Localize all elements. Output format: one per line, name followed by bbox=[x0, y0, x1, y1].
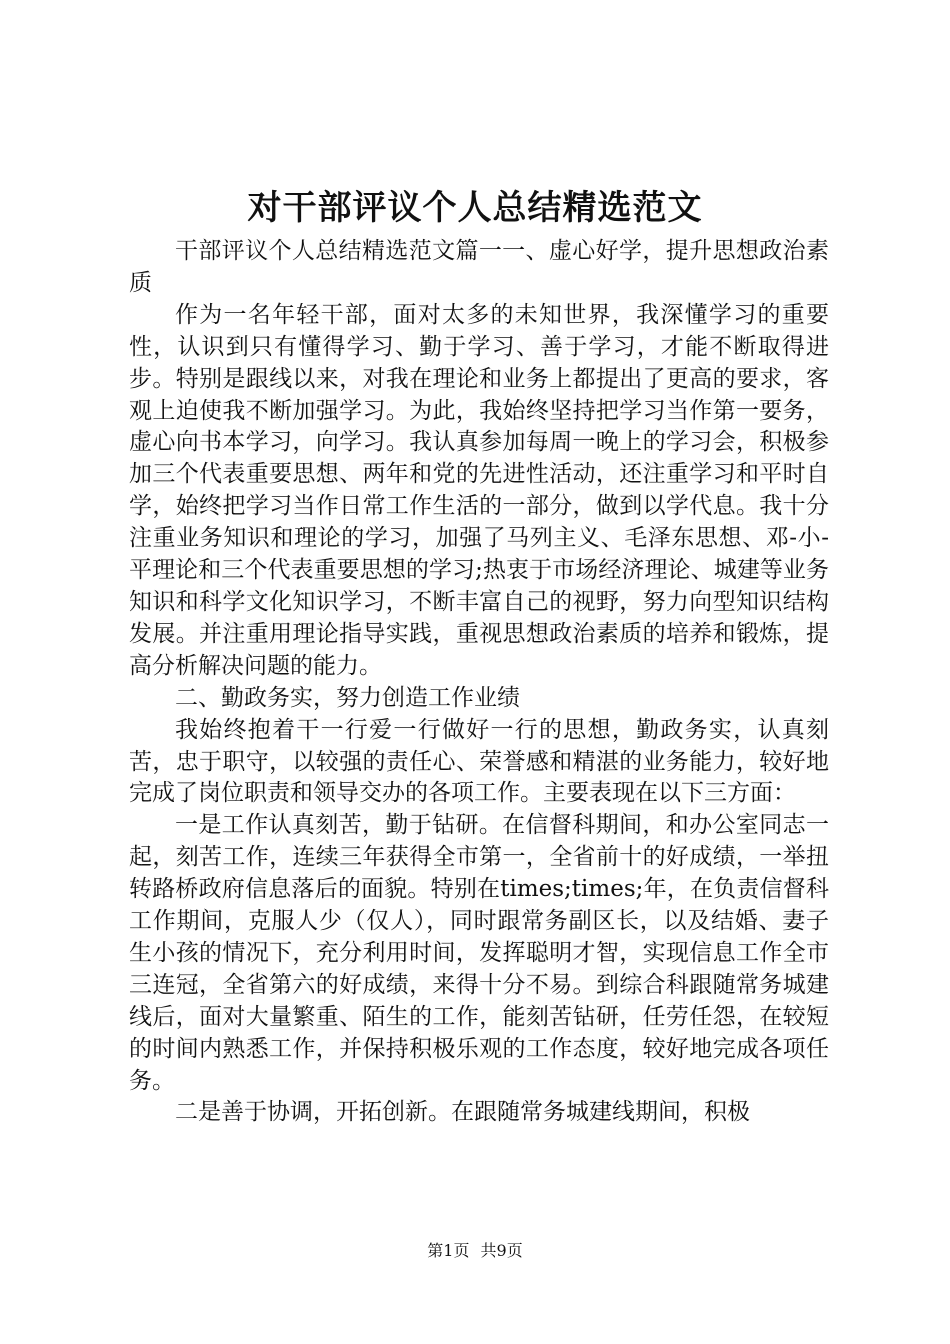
document-title: 对干部评议个人总结精选范文 bbox=[247, 188, 703, 228]
document-body bbox=[129, 236, 829, 1129]
paragraph: 作为一名年轻干部，面对太多的未知世界，我深懂学习的重要性，认识到只有懂得学习、勤于学习、善于学习，才能不断取得进步。特别是跟线以来，对我在理论和业务上都提出了更高的要求，客观上迫使我不断加强学习。为此，我始终坚持把学习当作第一要务，虚心向书本学习，向学习。我认真参加每周一晚上的学习会，积极参加三个代表重要思想、两年和党的先进性活动，还注重学习和平时自学，始终把学习当作日常工作生活的一部分，做到以学代息。我十分注重业务知识和理论的学习，加强了马列主义、毛泽东思想、邓-小-平理论和三个代表重要思想的学习;热衷于市场经济理论、城建等业务知识和科学文化知识学习，不断丰富自己的视野，努力向型知识结构发展。并注重用理论指导实践，重视思想政治素质的培养和锻炼，提高分析解决问题的能力。 bbox=[129, 301, 829, 679]
page-number: 第1页 bbox=[427, 1241, 470, 1260]
paragraph: 我始终抱着干一行爱一行做好一行的思想，勤政务实，认真刻苦，忠于职守，以较强的责任心、荣誉感和精湛的业务能力，较好地完成了岗位职责和领导交办的各项工作。主要表现在以下三方面： bbox=[129, 716, 829, 807]
paragraph: 一是工作认真刻苦，勤于钻研。在信督科期间，和办公室同志一起，刻苦工作，连续三年获得全市第一，全省前十的好成绩，一举扭转路桥政府信息落后的面貌。特别在times;times;年，在负责信督科工作期间，克服人少（仅人），同时跟常务副区长，以及结婚、妻子生小孩的情况下，充分利用时间，发挥聪明才智，实现信息工作全市三连冠，全省第六的好成绩，来得十分不易。到综合科跟随常务城建线后，面对大量繁重、陌生的工作，能刻苦钻研，任劳任怨，在较短的时间内熟悉工作，并保持积极乐观的工作态度，较好地完成各项任务。 bbox=[129, 812, 829, 1094]
paragraph: 干部评议个人总结精选范文篇一一、虚心好学，提升思想政治素质 bbox=[129, 238, 829, 296]
paragraph: 二是善于协调，开拓创新。在跟随常务城建线期间，积极 bbox=[175, 1099, 750, 1126]
page-footer bbox=[0, 1240, 950, 1262]
section-heading: 二、勤政务实，努力创造工作业绩 bbox=[175, 684, 520, 711]
page-total: 共9页 bbox=[480, 1241, 523, 1260]
